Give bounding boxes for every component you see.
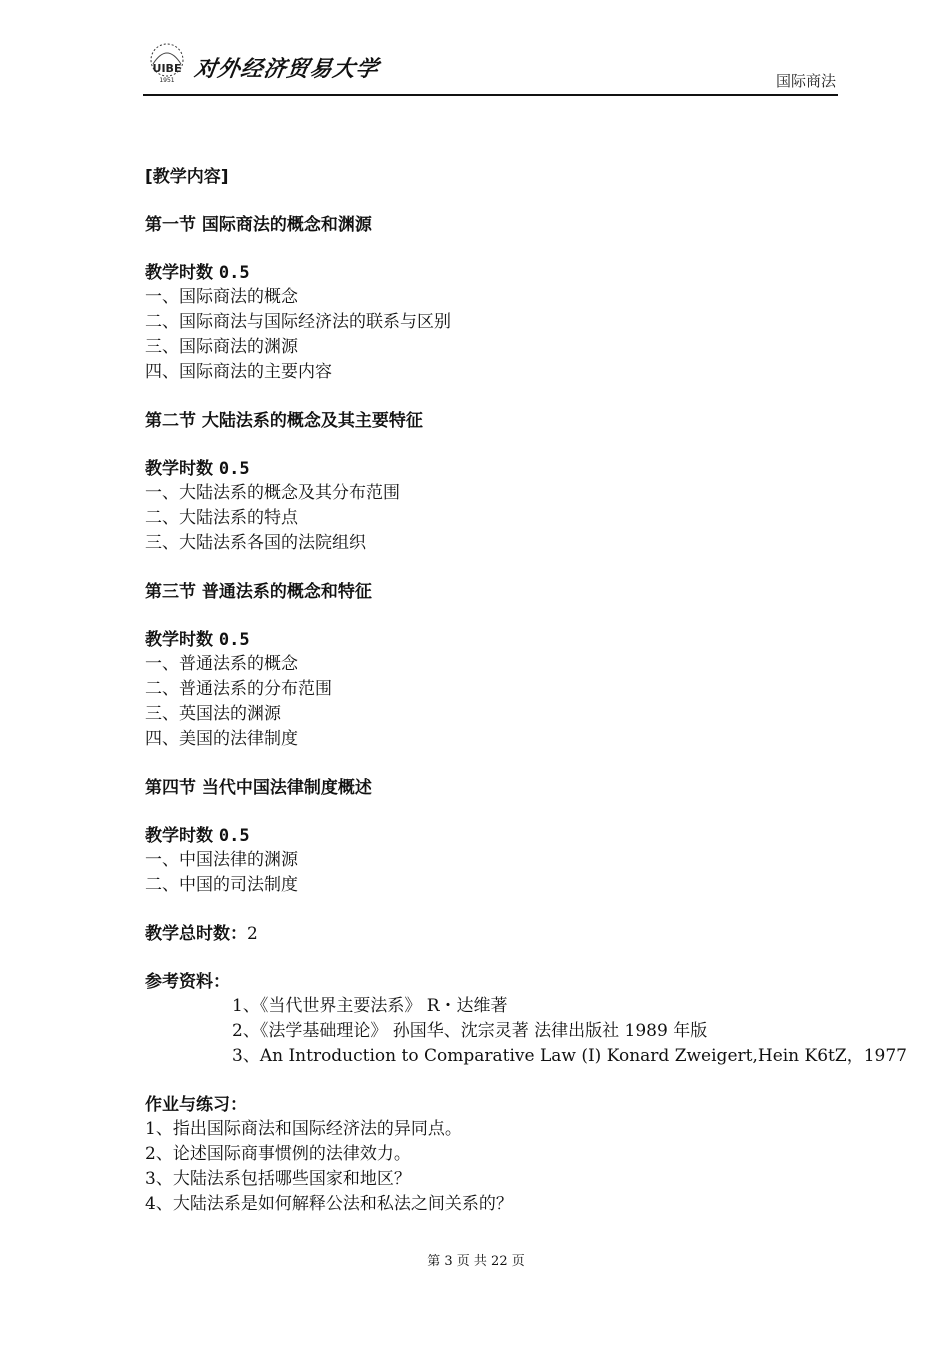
- exercises-label: 作业与练习：: [145, 1095, 247, 1115]
- section-tag: [教学内容]: [145, 167, 229, 187]
- list-item: 一、国际商法的概念: [145, 287, 298, 307]
- hours-label: 教学时数: [145, 263, 213, 283]
- logo-year: 1951: [159, 77, 175, 84]
- list-item: 四、国际商法的主要内容: [145, 362, 332, 382]
- hours-label: 教学时数: [145, 630, 213, 650]
- course-title: 国际商法: [775, 72, 836, 90]
- hours-value: 0.5: [218, 826, 250, 846]
- reference-item: 2、《法学基础理论》 孙国华、沈宗灵著 法律出版社 1989 年版: [232, 1021, 708, 1041]
- list-item: 三、国际商法的渊源: [145, 337, 298, 357]
- page-header: [143, 38, 838, 96]
- list-item: 二、中国的司法制度: [145, 875, 298, 895]
- exercise-item: 3、大陆法系包括哪些国家和地区？: [145, 1169, 411, 1189]
- hours-line: [145, 261, 845, 285]
- exercise-item: 4、大陆法系是如何解释公法和私法之间关系的？: [145, 1194, 513, 1214]
- hours-line: [145, 824, 845, 848]
- section-title: 第二节 大陆法系的概念及其主要特征: [145, 411, 423, 431]
- hours-line: [145, 457, 845, 481]
- list-item: 一、大陆法系的概念及其分布范围: [145, 483, 400, 503]
- section-title: 第一节 国际商法的概念和渊源: [145, 215, 372, 235]
- list-item: 一、中国法律的渊源: [145, 850, 298, 870]
- references-label: 参考资料：: [145, 972, 230, 992]
- hours-line: [145, 628, 845, 652]
- reference-item: 3、An Introduction to Comparative Law (I) Konard Zweigert,Hein K6tZ，1977: [232, 1046, 907, 1066]
- hours-value: 0.5: [218, 630, 250, 650]
- university-name: 对外经济贸易大学: [192, 56, 381, 82]
- section-title: 第四节 当代中国法律制度概述: [145, 778, 372, 798]
- reference-item: 1、《当代世界主要法系》 R・达维著: [232, 996, 508, 1016]
- list-item: 四、美国的法律制度: [145, 729, 298, 749]
- hours-label: 教学时数: [145, 459, 213, 479]
- list-item: 二、国际商法与国际经济法的联系与区别: [145, 312, 451, 332]
- list-item: 一、普通法系的概念: [145, 654, 298, 674]
- list-item: 三、英国法的渊源: [145, 704, 281, 724]
- list-item: 二、大陆法系的特点: [145, 508, 298, 528]
- main-content: [145, 165, 907, 1217]
- hours-value: 0.5: [218, 459, 250, 479]
- logo-text: UIBE: [152, 62, 182, 75]
- exercise-item: 1、指出国际商法和国际经济法的异同点。: [145, 1119, 462, 1139]
- list-item: 二、普通法系的分布范围: [145, 679, 332, 699]
- hours-value: 0.5: [218, 263, 250, 283]
- hours-label: 教学时数: [145, 826, 213, 846]
- total-hours-label: 教学总时数：: [145, 924, 247, 944]
- total-hours-value: 2: [247, 924, 258, 944]
- page-number: 第 3 页 共 22 页: [427, 1254, 525, 1269]
- university-logo-icon: [145, 40, 189, 84]
- list-item: 三、大陆法系各国的法院组织: [145, 533, 366, 553]
- section-title: 第三节 普通法系的概念和特征: [145, 582, 372, 602]
- total-hours-line: [145, 922, 845, 946]
- exercise-item: 2、论述国际商事惯例的法律效力。: [145, 1144, 411, 1164]
